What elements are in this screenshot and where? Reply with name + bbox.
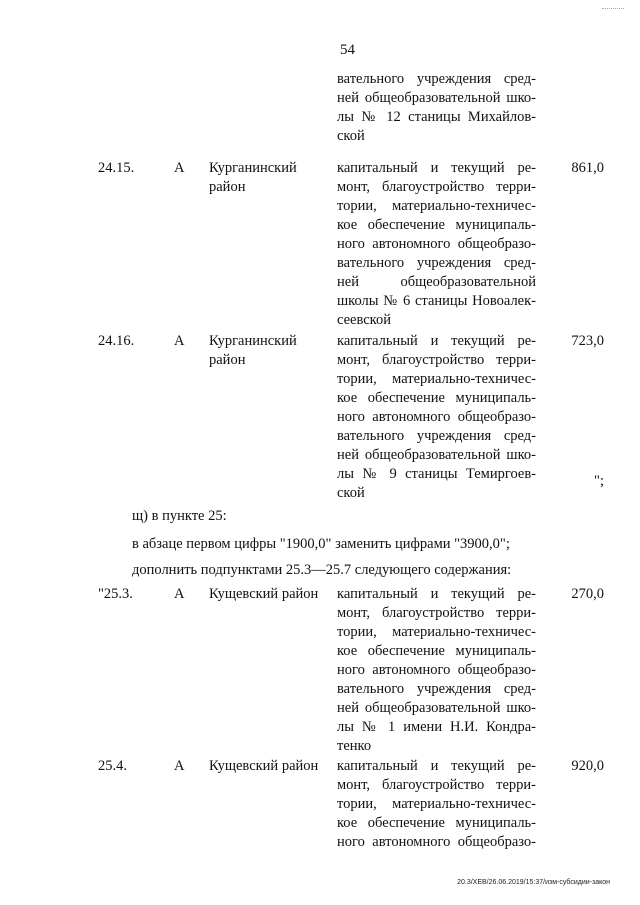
description-line: капитальный и текущий ре- <box>337 586 536 602</box>
description-line: ного автономного общеобразо- <box>337 662 536 678</box>
closing-quote-mark: "; <box>594 473 604 489</box>
row-description <box>337 585 536 756</box>
description-line: вательного учреждения сред- <box>337 255 536 271</box>
paragraph-item-shch: щ) в пункте 25: <box>132 508 227 524</box>
description-line: монт, благоустройство терри- <box>337 352 536 368</box>
description-line: ней общеобразовательной <box>337 274 536 290</box>
description-line: вательного учреждения сред- <box>337 428 536 444</box>
row-amount: 723,0 <box>571 333 604 349</box>
continuation-line: ской <box>337 128 365 144</box>
description-line: ней общеобразовательной шко- <box>337 700 536 716</box>
description-line: монт, благоустройство терри- <box>337 179 536 195</box>
row-number: 24.16. <box>98 333 135 349</box>
paragraph-add-subitems: дополнить подпунктами 25.3—25.7 следующего содержания: <box>132 562 512 578</box>
continuation-line: ней общеобразовательной шко- <box>337 90 536 106</box>
description-line: ней общеобразовательной шко- <box>337 447 536 463</box>
paragraph-replace-figures: в абзаце первом цифры "1900,0" заменить цифрами "3900,0"; <box>132 536 510 552</box>
description-line: лы № 1 имени Н.И. Кондра- <box>337 719 536 735</box>
description-line: капитальный и текущий ре- <box>337 758 536 774</box>
description-line: тенко <box>337 738 372 754</box>
region-line: район <box>209 352 246 368</box>
top-corner-mark <box>602 8 624 9</box>
description-line: вательного учреждения сред- <box>337 681 536 697</box>
description-line: тории, материально-техничес- <box>337 796 536 812</box>
row-number: 25.4. <box>98 758 127 774</box>
row-region <box>209 159 329 197</box>
description-line: ного автономного общеобразо- <box>337 409 536 425</box>
description-line: лы № 9 станицы Темиргоев- <box>337 466 536 482</box>
row-region <box>209 585 329 604</box>
continuation-line: лы № 12 станицы Михайлов- <box>337 109 536 125</box>
description-line: тории, материально-техничес- <box>337 624 536 640</box>
region-line: Кущевский район <box>209 758 319 774</box>
description-line: ного автономного общеобразо- <box>337 834 536 850</box>
row-number: 24.15. <box>98 160 135 176</box>
description-line: кое обеспечение муниципаль- <box>337 390 536 406</box>
row-amount: 861,0 <box>571 160 604 176</box>
row-region <box>209 332 329 370</box>
region-line: район <box>209 179 246 195</box>
description-line: монт, благоустройство терри- <box>337 777 536 793</box>
row-category: А <box>174 333 185 349</box>
description-line: тории, материально-техничес- <box>337 198 536 214</box>
page-number: 54 <box>340 42 355 58</box>
description-line: монт, благоустройство терри- <box>337 605 536 621</box>
description-line: капитальный и текущий ре- <box>337 160 536 176</box>
region-line: Кущевский район <box>209 586 319 602</box>
continuation-text <box>337 70 536 146</box>
row-description <box>337 332 536 503</box>
description-line: тории, материально-техничес- <box>337 371 536 387</box>
description-line: кое обеспечение муниципаль- <box>337 217 536 233</box>
row-amount: 270,0 <box>571 586 604 602</box>
description-line: школы № 6 станицы Новоалек- <box>337 293 536 309</box>
row-description <box>337 159 536 330</box>
region-line: Курганинский <box>209 333 297 349</box>
row-description <box>337 757 536 852</box>
description-line: ного автономного общеобразо- <box>337 236 536 252</box>
region-line: Курганинский <box>209 160 297 176</box>
row-region <box>209 757 329 776</box>
document-footer: 20.3/ХЕВ/26.06.2019/15:37/изм-субсидии-закон <box>457 879 610 886</box>
row-category: А <box>174 758 185 774</box>
description-line: кое обеспечение муниципаль- <box>337 815 536 831</box>
description-line: сеевской <box>337 312 391 328</box>
description-line: кое обеспечение муниципаль- <box>337 643 536 659</box>
row-category: А <box>174 160 185 176</box>
row-amount: 920,0 <box>571 758 604 774</box>
description-line: капитальный и текущий ре- <box>337 333 536 349</box>
row-number: "25.3. <box>98 586 133 602</box>
row-category: А <box>174 586 185 602</box>
description-line: ской <box>337 485 365 501</box>
continuation-line: вательного учреждения сред- <box>337 71 536 87</box>
